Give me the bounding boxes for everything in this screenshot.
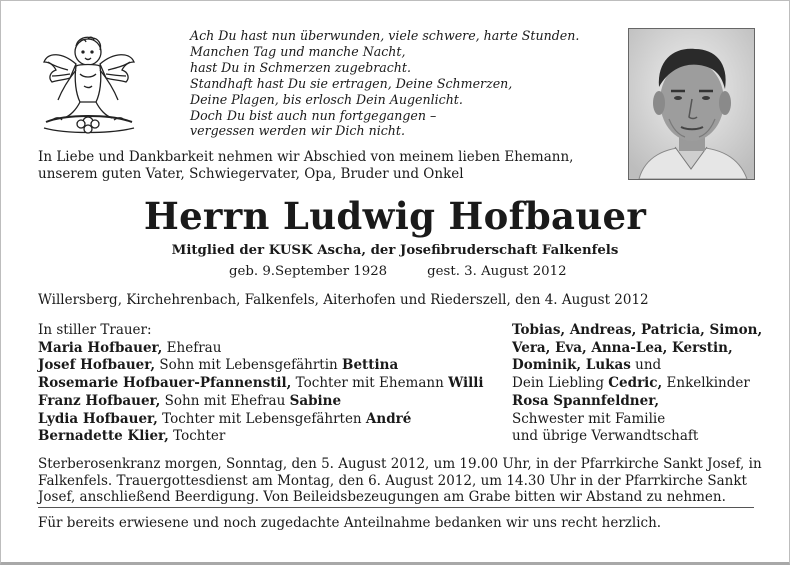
mourner-entry bbox=[38, 411, 484, 429]
life-dates bbox=[229, 264, 567, 279]
deceased-name: Herrn Ludwig Hofbauer bbox=[143, 194, 647, 238]
membership-line: Mitglied der KUSK Ascha, der Josefibruderschaft Falkenfels bbox=[171, 243, 619, 258]
grandchildren-relation: Enkelkinder bbox=[662, 375, 750, 392]
poem bbox=[190, 28, 579, 139]
grandchildren-line bbox=[512, 357, 762, 375]
mourner-relation: Tochter bbox=[168, 428, 226, 445]
service-line: Josef, anschließend Beerdigung. Von Beileidsbezeugungen am Grabe bitten wir Abstand zu nehmen. bbox=[38, 489, 726, 505]
mourner-entry bbox=[38, 428, 484, 446]
intro-line: In Liebe und Dankbarkeit nehmen wir Abschied von meinem lieben Ehemann, bbox=[38, 149, 574, 165]
sister-name: Rosa Spannfeldner, bbox=[512, 392, 660, 409]
mourners-right-column bbox=[512, 322, 762, 446]
mourners-left-column bbox=[38, 322, 484, 446]
divider bbox=[38, 507, 754, 508]
poem-line: Standhaft hast Du sie ertragen, Deine Schmerzen, bbox=[190, 75, 513, 91]
mourner-partner: André bbox=[365, 410, 412, 427]
service-line: Sterberosenkranz morgen, Sonntag, den 5. August 2012, um 19.00 Uhr, in der Pfarrkirche Sankt Josef, in bbox=[38, 456, 762, 472]
mourner-name: Lydia Hofbauer, bbox=[38, 410, 158, 427]
place-date-line: Willersberg, Kirchehrenbach, Falkenfels, Aiterhofen und Riederszell, den 4. August 2012 bbox=[38, 292, 649, 308]
poem-line: Doch Du bist auch nun fortgegangen – bbox=[190, 107, 437, 123]
favorite-label: Dein Liebling bbox=[512, 375, 609, 392]
mourner-relation: Tochter mit Lebensgefährten bbox=[157, 410, 366, 427]
sister-relation: Schwester mit Familie bbox=[512, 410, 666, 427]
mourner-name: Josef Hofbauer, bbox=[38, 357, 156, 374]
grandchildren-names: Dominik, Lukas bbox=[512, 357, 631, 374]
thanks-line: Für bereits erwiesene und noch zugedachte Anteilnahme bedanken wir uns recht herzlich. bbox=[38, 515, 662, 531]
mourner-entry bbox=[38, 393, 484, 411]
mourners-heading: In stiller Trauer: bbox=[38, 322, 152, 338]
mourner-partner: Willi bbox=[448, 375, 484, 392]
mourner-entry bbox=[38, 375, 484, 393]
other-relatives: und übrige Verwandtschaft bbox=[512, 428, 699, 445]
service-line: Falkenfels. Trauergottesdienst am Montag, den 6. August 2012, um 14.30 Uhr in der Pfarrkirche Sankt bbox=[38, 472, 747, 489]
mourner-relation: Sohn mit Lebensgefährtin bbox=[155, 357, 343, 374]
favorite-name: Cedric, bbox=[608, 375, 663, 392]
mourner-name: Franz Hofbauer, bbox=[38, 392, 161, 409]
mourner-name: Maria Hofbauer, bbox=[38, 339, 163, 356]
grandchildren-conj: und bbox=[630, 357, 662, 374]
grandchildren-line: Tobias, Andreas, Patricia, Simon, bbox=[512, 322, 763, 338]
grandchildren-line bbox=[512, 375, 762, 393]
poem-line: hast Du in Schmerzen zugebracht. bbox=[190, 59, 411, 75]
poem-line: Manchen Tag und manche Nacht, bbox=[190, 43, 406, 59]
birth-date: geb. 9.September 1928 bbox=[229, 264, 388, 279]
poem-line: Deine Plagen, bis erlosch Dein Augenlicht. bbox=[190, 91, 463, 107]
intro-line: unserem guten Vater, Schwiegervater, Opa, Bruder und Onkel bbox=[38, 166, 464, 182]
poem-line: vergessen werden wir Dich nicht. bbox=[190, 123, 405, 139]
cherub-icon bbox=[36, 30, 140, 138]
mourner-entry bbox=[38, 340, 484, 358]
intro-text bbox=[38, 149, 573, 183]
death-date: gest. 3. August 2012 bbox=[427, 264, 567, 279]
portrait-photo bbox=[628, 28, 755, 180]
mourner-name: Bernadette Klier, bbox=[38, 428, 169, 445]
mourner-relation: Sohn mit Ehefrau bbox=[160, 392, 290, 409]
service-info bbox=[38, 456, 762, 506]
mourner-partner: Sabine bbox=[289, 392, 342, 409]
mourner-relation: Tochter mit Ehemann bbox=[291, 375, 449, 392]
mourner-entry bbox=[38, 357, 484, 375]
mourner-relation: Ehefrau bbox=[162, 339, 222, 356]
poem-line: Ach Du hast nun überwunden, viele schwere, harte Stunden. bbox=[190, 28, 580, 43]
mourner-partner: Bettina bbox=[342, 357, 399, 374]
mourner-name: Rosemarie Hofbauer-Pfannenstil, bbox=[38, 375, 292, 392]
grandchildren-line: Vera, Eva, Anna-Lea, Kerstin, bbox=[512, 339, 733, 356]
